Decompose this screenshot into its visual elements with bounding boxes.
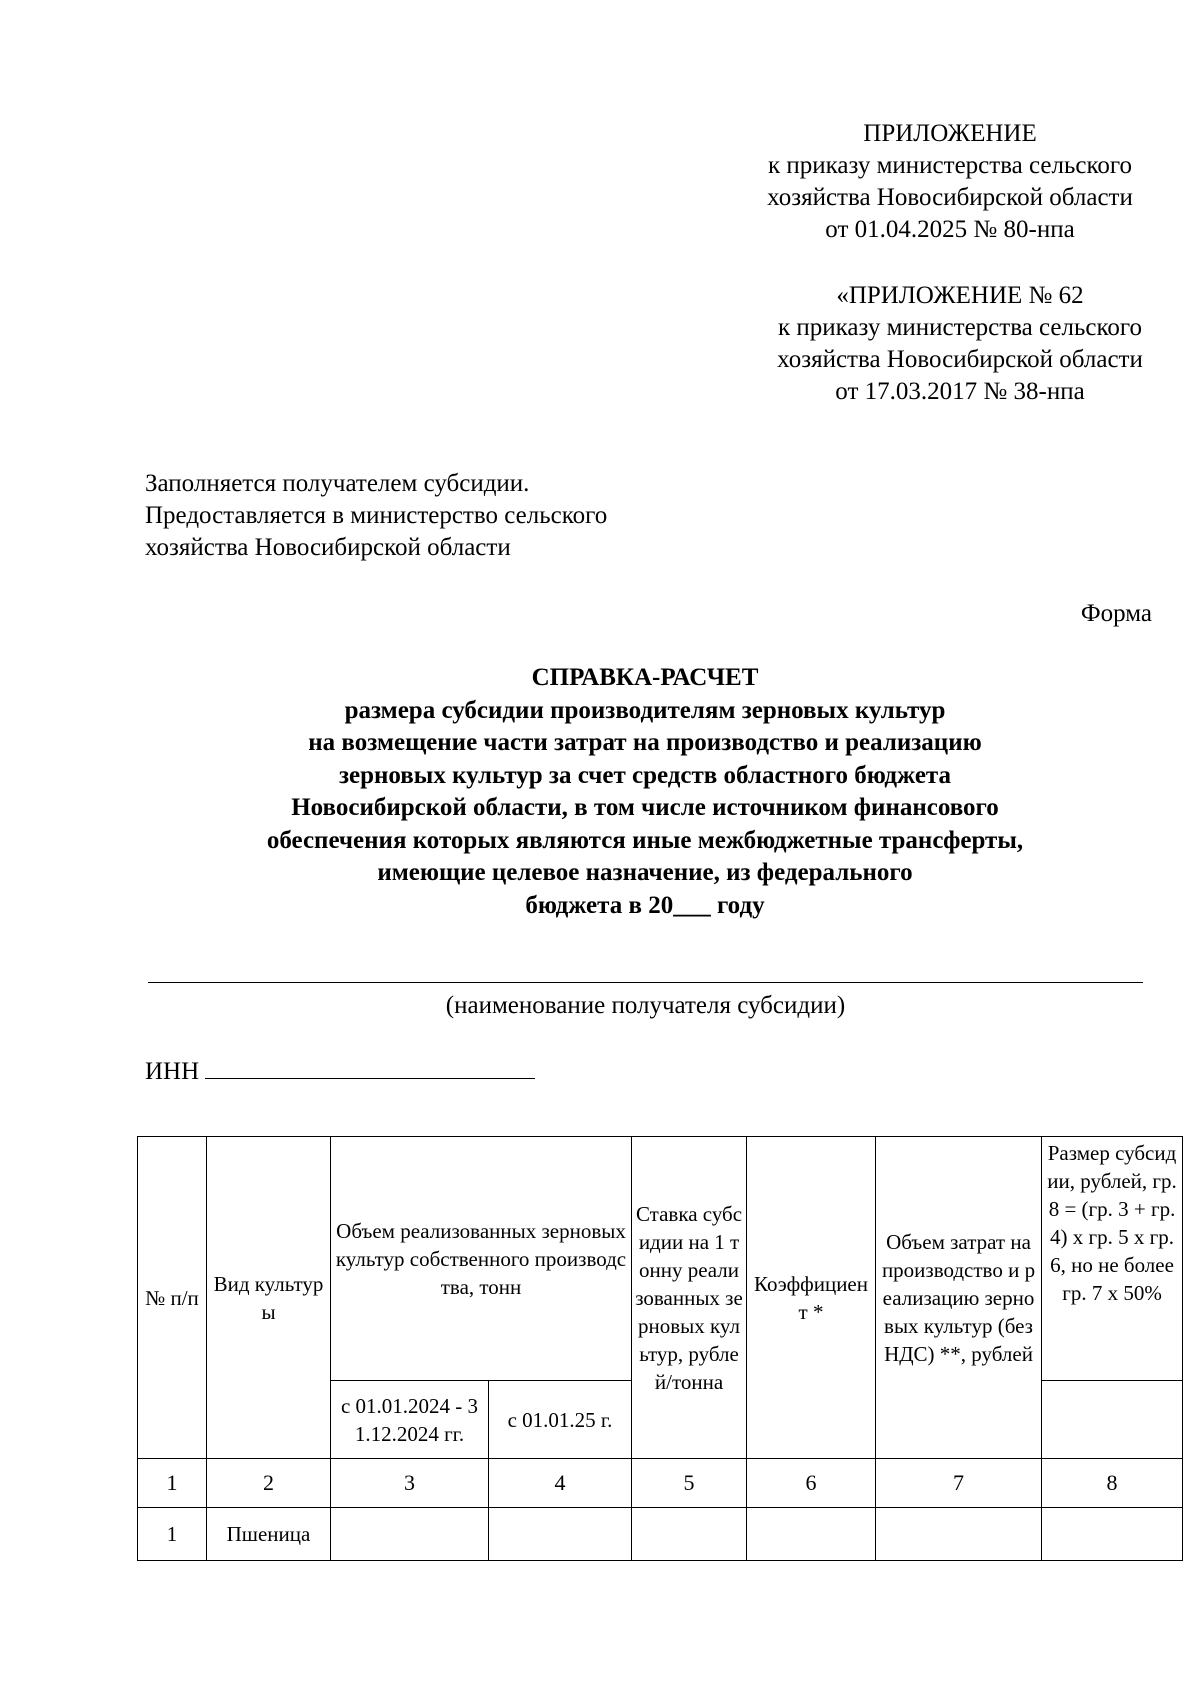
form-label: Форма [1080,600,1152,627]
header-sold-volume: Объем реализованных зерновых культур собственного производства, тонн [331,1137,632,1381]
calculation-table [137,1136,1183,1561]
column-number: 7 [876,1459,1042,1508]
column-number: 4 [489,1459,632,1508]
note-line: хозяйства Новосибирской области [145,534,511,561]
column-number: 5 [632,1459,747,1508]
title-line: имеющие целевое назначение, из федерального [377,859,913,886]
note-line: Предоставляется в министерство сельского [145,502,608,529]
row-number: 1 [138,1508,207,1561]
header-subsidy-rate: Ставка субсидии на 1 тонну реализованных зерновых культур, рублей/тонна [632,1137,747,1459]
cell-volume-2025[interactable] [489,1508,632,1561]
header-period-2025: с 01.01.25 г. [489,1381,632,1459]
inn-field [145,1058,535,1086]
appendix-2-line: к приказу министерства сельского [777,314,1142,341]
cell-costs[interactable] [876,1508,1042,1561]
title-line: на возмещение части затрат на производство и реализацию [308,729,982,756]
appendix-block-2 [700,280,1200,408]
cell-volume-2024[interactable] [331,1508,489,1561]
document-title [150,662,1140,922]
header-costs: Объем затрат на производство и реализацию зерновых культур (без НДС) **, рублей [876,1137,1042,1459]
title-line: размера субсидии производителям зерновых культур [344,696,946,724]
header-coefficient: Коэффициент * [747,1137,876,1459]
column-number: 3 [331,1459,489,1508]
title-line: бюджета в 20___ году [525,891,765,919]
cell-coefficient[interactable] [747,1508,876,1561]
appendix-1-date: от 01.04.2025 № 80-нпа [825,216,1075,243]
column-number: 2 [207,1459,331,1508]
title-line: обеспечения которых являются иные межбюджетные трансферты, [266,826,1024,854]
cell-rate[interactable] [632,1508,747,1561]
appendix-1-title: ПРИЛОЖЕНИЕ [863,120,1037,147]
column-number: 1 [138,1459,207,1508]
appendix-block-1 [700,118,1200,246]
appendix-1-line: к приказу министерства сельского [767,152,1132,179]
inn-input-line[interactable] [205,1058,535,1079]
note-line: Заполняется получателем субсидии. [145,470,530,497]
title-line: зерновых культур за счет средств областного бюджета [338,761,952,789]
appendix-2-date: от 17.03.2017 № 38-нпа [835,378,1085,405]
submission-note [145,468,607,564]
header-crop-type: Вид культуры [207,1137,331,1459]
header-subsidy-amount: Размер субсидии, рублей, гр. 8 = (гр. 3 + гр. 4) x гр. 5 x гр. 6, но не более гр. 7 x 50% [1042,1137,1183,1381]
appendix-2-line: хозяйства Новосибирской области [777,346,1143,373]
table-row [138,1508,1183,1561]
title-line: Новосибирской области, в том числе источником финансового [291,794,999,821]
column-number-row [138,1459,1183,1508]
column-number: 6 [747,1459,876,1508]
appendix-2-title: «ПРИЛОЖЕНИЕ № 62 [836,282,1084,309]
header-subsidy-amount-blank [1042,1381,1183,1459]
row-crop: Пшеница [207,1508,331,1561]
header-period-2024: с 01.01.2024 - 31.12.2024 гг. [331,1381,489,1459]
inn-label: ИНН [145,1058,200,1085]
recipient-caption: (наименование получателя субсидии) [445,992,846,1019]
column-number: 8 [1042,1459,1183,1508]
appendix-1-line: хозяйства Новосибирской области [767,184,1133,211]
recipient-name-line[interactable] [148,982,1143,983]
header-row-number: № п/п [138,1137,207,1459]
title-heading: СПРАВКА-РАСЧЕТ [531,664,759,691]
cell-subsidy[interactable] [1042,1508,1183,1561]
